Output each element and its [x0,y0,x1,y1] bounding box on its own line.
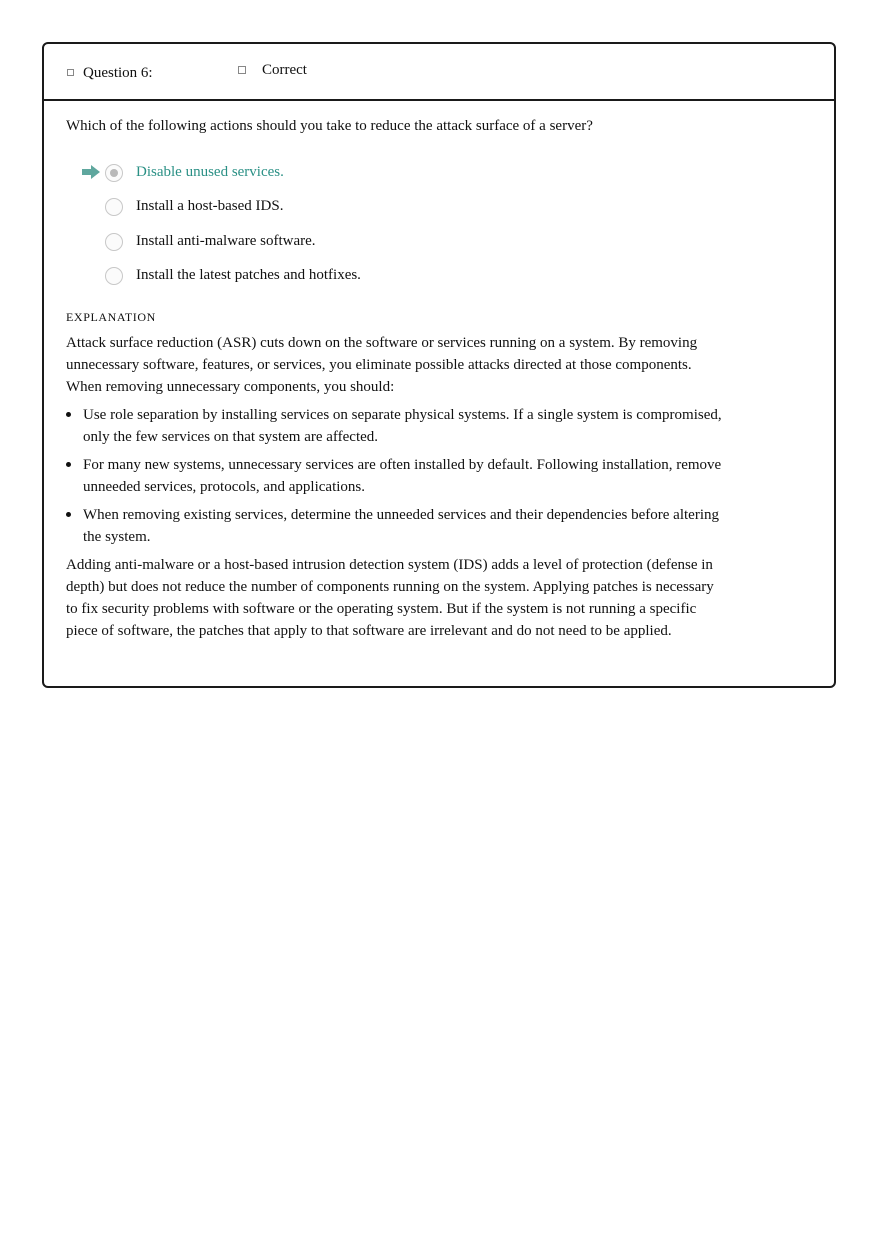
bullet-icon [66,412,71,417]
question-prompt: Which of the following actions should you take to reduce the attack surface of a server? [66,118,593,134]
answer-option-label: Install a host-based IDS. [136,198,284,214]
explanation-heading: EXPLANATION [66,310,156,324]
question-checkbox-icon [67,69,74,76]
question-header [44,44,834,101]
answer-option-label: Disable unused services. [136,164,284,180]
answer-option-label: Install anti-malware software. [136,233,316,249]
explanation-list [66,404,726,548]
bullet-icon [66,512,71,517]
list-item [66,504,726,548]
radio-button-selected[interactable] [105,164,123,182]
list-item-text: Use role separation by installing services on separate physical systems. If a single system is compromised, only the few services on that system are affected. [83,407,722,445]
explanation-conclusion: Adding anti-malware or a host-based intrusion detection system (IDS) adds a level of protection (defense in depth) but does not reduce the number of components running on the system. Applying patches is necessary to fix security problems with software or the operating system. But if the system is not running a specific piece of software, the patches that apply to that software are irrelevant and do not need to be applied. [66,557,714,639]
answer-option-label: Install the latest patches and hotfixes. [136,267,361,283]
radio-button[interactable] [105,267,123,285]
bullet-icon [66,462,71,467]
right-arrow-icon [82,165,100,179]
question-number-label: Question 6: [83,65,153,81]
list-item-text: When removing existing services, determine the unneeded services and their dependencies before altering the system. [83,507,719,545]
list-item-text: For many new systems, unnecessary services are often installed by default. Following installation, remove unneeded services, protocols, and applications. [83,457,722,495]
radio-button[interactable] [105,233,123,251]
list-item [66,454,726,498]
question-card [42,42,836,688]
radio-button[interactable] [105,198,123,216]
status-checkbox-icon [238,66,246,74]
result-status: Correct [262,62,307,78]
list-item [66,404,726,448]
explanation-body [66,332,726,642]
explanation-intro: Attack surface reduction (ASR) cuts down on the software or services running on a system. By removing unnecessary software, features, or services, you eliminate possible attacks directed at those components. When removing unnecessary components, you should: [66,335,698,395]
